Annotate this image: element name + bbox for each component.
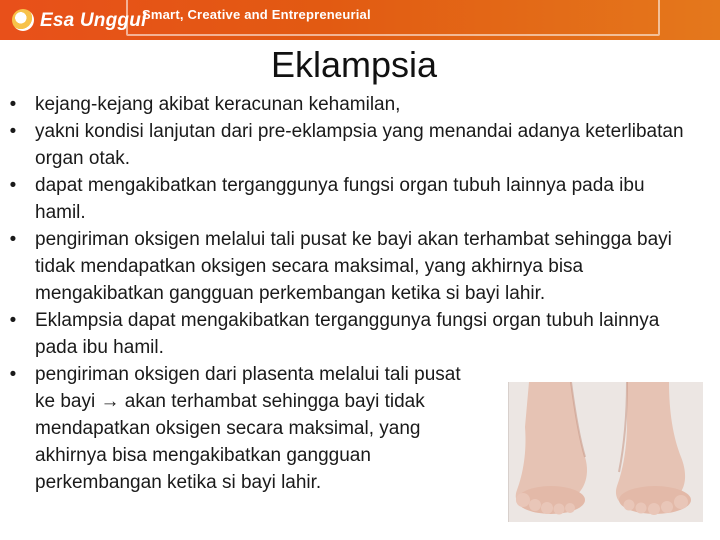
bullet-marker: •	[9, 175, 17, 196]
bullet-text: pengiriman oksigen dari plasenta melalui tali pusat ke bayi → akan terhambat sehingga bayi tidak mendapatkan oksigen secara maksimal, yang akhirnya bisa mengakibatkan gangguan perkembangan ketika si bayi lahir.	[35, 364, 461, 493]
feet-illustration	[509, 382, 703, 522]
header-banner	[0, 0, 720, 40]
bullet-text: pengiriman oksigen melalui tali pusat ke bayi akan terhambat sehingga bayi tidak mendapatkan oksigen secara maksimal, yang akhirnya bisa mengakibatkan gangguan perkembangan ketika si bayi lahir.	[35, 229, 672, 304]
tagline: Smart, Creative and Entrepreneurial	[142, 7, 371, 22]
bullet-marker: •	[9, 94, 17, 115]
bullet-text: Eklampsia dapat mengakibatkan terganggunya fungsi organ tubuh lainnya pada ibu hamil.	[35, 310, 660, 358]
bullet-marker: •	[9, 364, 17, 385]
university-logo	[12, 6, 147, 34]
bullet-item	[0, 91, 700, 118]
bullet-item	[0, 118, 700, 172]
bullet-item	[0, 361, 485, 496]
bullet-marker: •	[9, 121, 17, 142]
swollen-feet-photo	[508, 382, 703, 522]
bullet-text: yakni kondisi lanjutan dari pre-eklampsia yang menandai adanya keterlibatan organ otak.	[35, 121, 684, 169]
bullet-item	[0, 307, 700, 361]
bullet-text: kejang-kejang akibat keracunan kehamilan,	[35, 94, 401, 115]
emblem-icon	[12, 9, 34, 31]
bullet-text: dapat mengakibatkan terganggunya fungsi organ tubuh lainnya pada ibu hamil.	[35, 175, 645, 223]
brand-name: Esa Unggul	[40, 9, 147, 31]
bullet-item	[0, 172, 700, 226]
slide-title: Eklampsia	[270, 44, 438, 85]
bullet-marker: •	[9, 310, 17, 331]
bullet-marker: •	[9, 229, 17, 250]
bullet-item	[0, 226, 700, 307]
